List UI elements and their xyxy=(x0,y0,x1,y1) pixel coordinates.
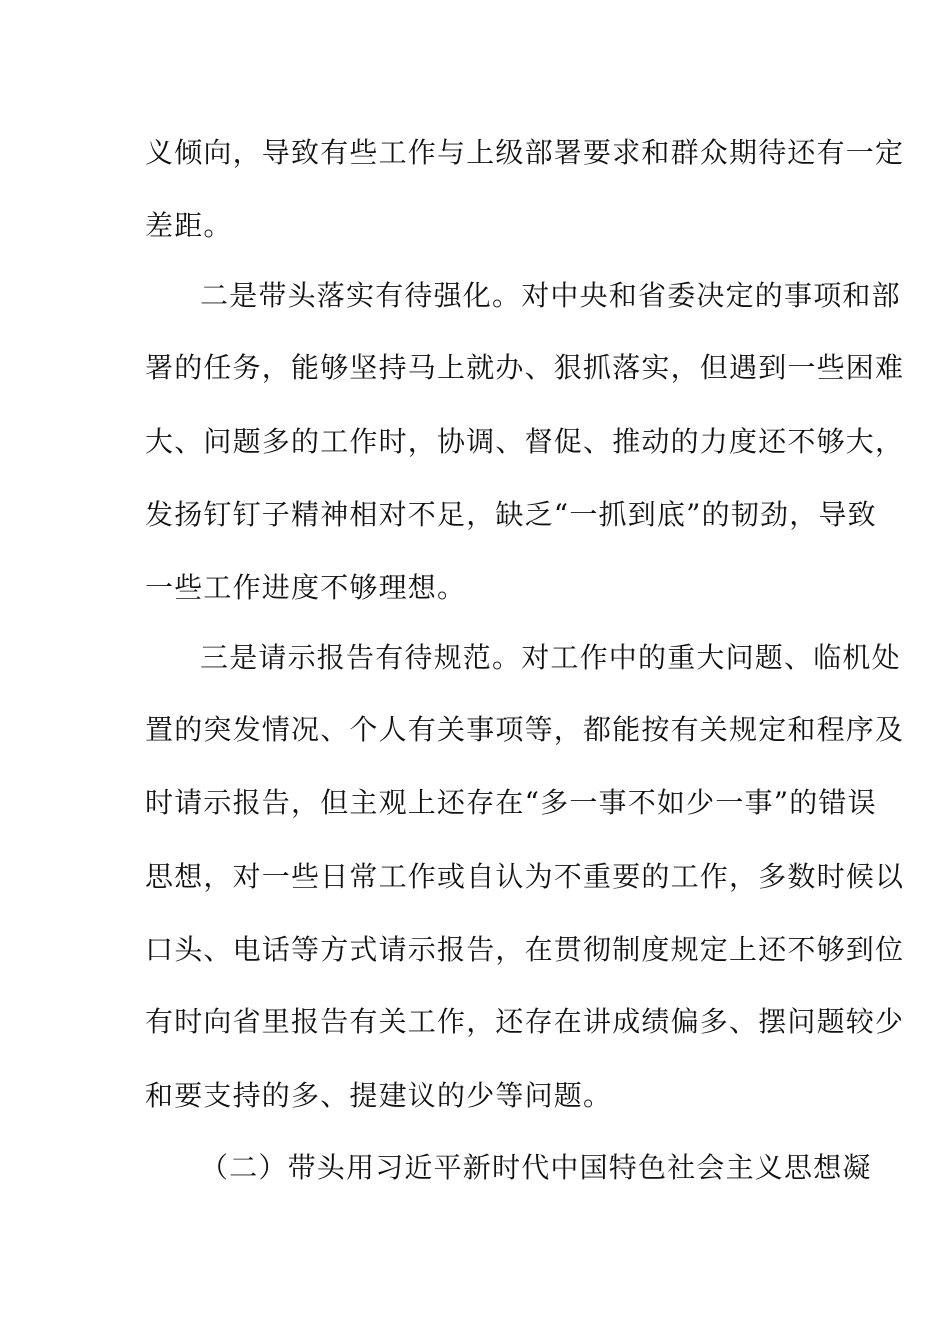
paragraph-start-line: 三是请示报告有待规范。对工作中的重大问题、临机处 xyxy=(200,641,901,674)
text-line: 思想，对一些日常工作或自认为不重要的工作，多数时候以 xyxy=(145,860,905,893)
text-line: 口头、电话等方式请示报告，在贯彻制度规定上还不够到位 xyxy=(145,933,905,966)
text-line: 大、问题多的工作时，协调、督促、推动的力度还不够大， xyxy=(145,425,905,458)
section-heading: （二）带头用习近平新时代中国特色社会主义思想凝 xyxy=(200,1151,872,1184)
text-line: 置的突发情况、个人有关事项等，都能按有关规定和程序及 xyxy=(145,713,905,746)
text-line: 义倾向，导致有些工作与上级部署要求和群众期待还有一定 xyxy=(145,136,905,169)
text-line: 发扬钉钉子精神相对不足，缺乏“一抓到底”的韧劲，导致 xyxy=(145,498,877,531)
text-line: 署的任务，能够坚持马上就办、狠抓落实，但遇到一些困难 xyxy=(145,351,905,384)
paragraph-start-line: 二是带头落实有待强化。对中央和省委决定的事项和部 xyxy=(200,279,901,312)
text-line: 时请示报告，但主观上还存在“多一事不如少一事”的错误 xyxy=(145,786,877,819)
text-line: 和要支持的多、提建议的少等问题。 xyxy=(145,1079,613,1112)
text-line: 有时向省里报告有关工作，还存在讲成绩偏多、摆问题较少 xyxy=(145,1005,905,1038)
text-line: 一些工作进度不够理想。 xyxy=(145,571,467,604)
text-line: 差距。 xyxy=(145,209,233,242)
